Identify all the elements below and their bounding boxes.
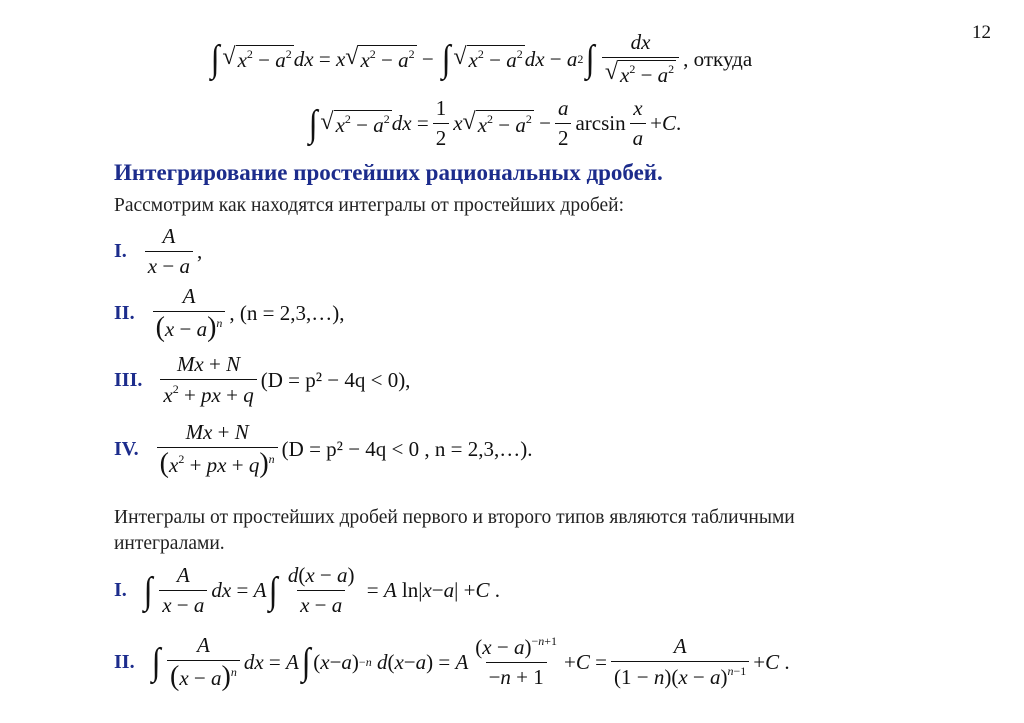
- note-line-1: Интегралы от простейших дробей первого и второго типов являются табличными: [114, 507, 795, 528]
- integral-type-1: I. ∫ $\frac{A}{x - a}$ dx = A ∫ $\frac{d(x - a)}{x - a}$ = A ln| x − a | + C .: [114, 563, 500, 617]
- formula-end-period: .: [675, 111, 682, 135]
- type-condition: (D = p² − 4q < 0 , n = 2,3,…).: [281, 436, 533, 461]
- fraction-type-4: IV. $\frac{Mx + N}{(x^2 + px + q)^n}$ (D = p² − 4q < 0 , n = 2,3,…).: [114, 420, 533, 479]
- page-number: 12: [972, 22, 991, 43]
- formula-tail-text: , откуда: [683, 46, 753, 71]
- section-title: Интегрирование простейших рациональных дробей.: [114, 160, 663, 185]
- fraction-type-3: III. $\frac{Mx + N}{x^2 + px + q}$ (D = p² − 4q < 0),: [114, 352, 411, 407]
- type-condition: , (n = 2,3,…),: [229, 300, 345, 325]
- fraction-type-2: II. $\frac{A}{(x - a)^n}$ , (n = 2,3,…),: [114, 284, 345, 343]
- integral-label: II.: [114, 650, 135, 673]
- formula-integration-by-parts: ∫ √ $x^2 - a^2$ dx = x √ $x^2 - a^2$ − ∫ √ $x^2 - a^2$ dx − a 2 ∫ dx √ $x^2 - a^2$ , откуда: [210, 30, 753, 87]
- type-label: I.: [114, 240, 127, 262]
- type-condition: (D = p² − 4q < 0),: [260, 367, 411, 392]
- section-intro: Рассмотрим как находятся интегралы от простейших дробей:: [114, 195, 624, 216]
- type-label: III.: [114, 368, 143, 391]
- type-label: II.: [114, 301, 135, 324]
- type-label: IV.: [114, 437, 139, 460]
- fraction-type-1: I. $\frac{A}{x - a}$ ,: [114, 224, 203, 278]
- integral-type-2: II. ∫ $\frac{A}{(x - a)^n}$ dx = A ∫ ( x − a ) −n d ( x − a ) = A $\frac{(x - a)^{-n+1}}{-n + 1}$ + C = $\frac{A}{(1 - n)(x - a)^{n-1}}$ + C .: [114, 633, 790, 692]
- note-line-2: интегралами.: [114, 533, 225, 554]
- formula-result: ∫ √ $x^2 - a^2$ dx = $\frac{1}{2}$ x √ $x^2 - a^2$ − $\frac{a}{2}$ arcsin $\frac{x}{a}$ + C .: [308, 96, 682, 150]
- integral-label: I.: [114, 579, 127, 601]
